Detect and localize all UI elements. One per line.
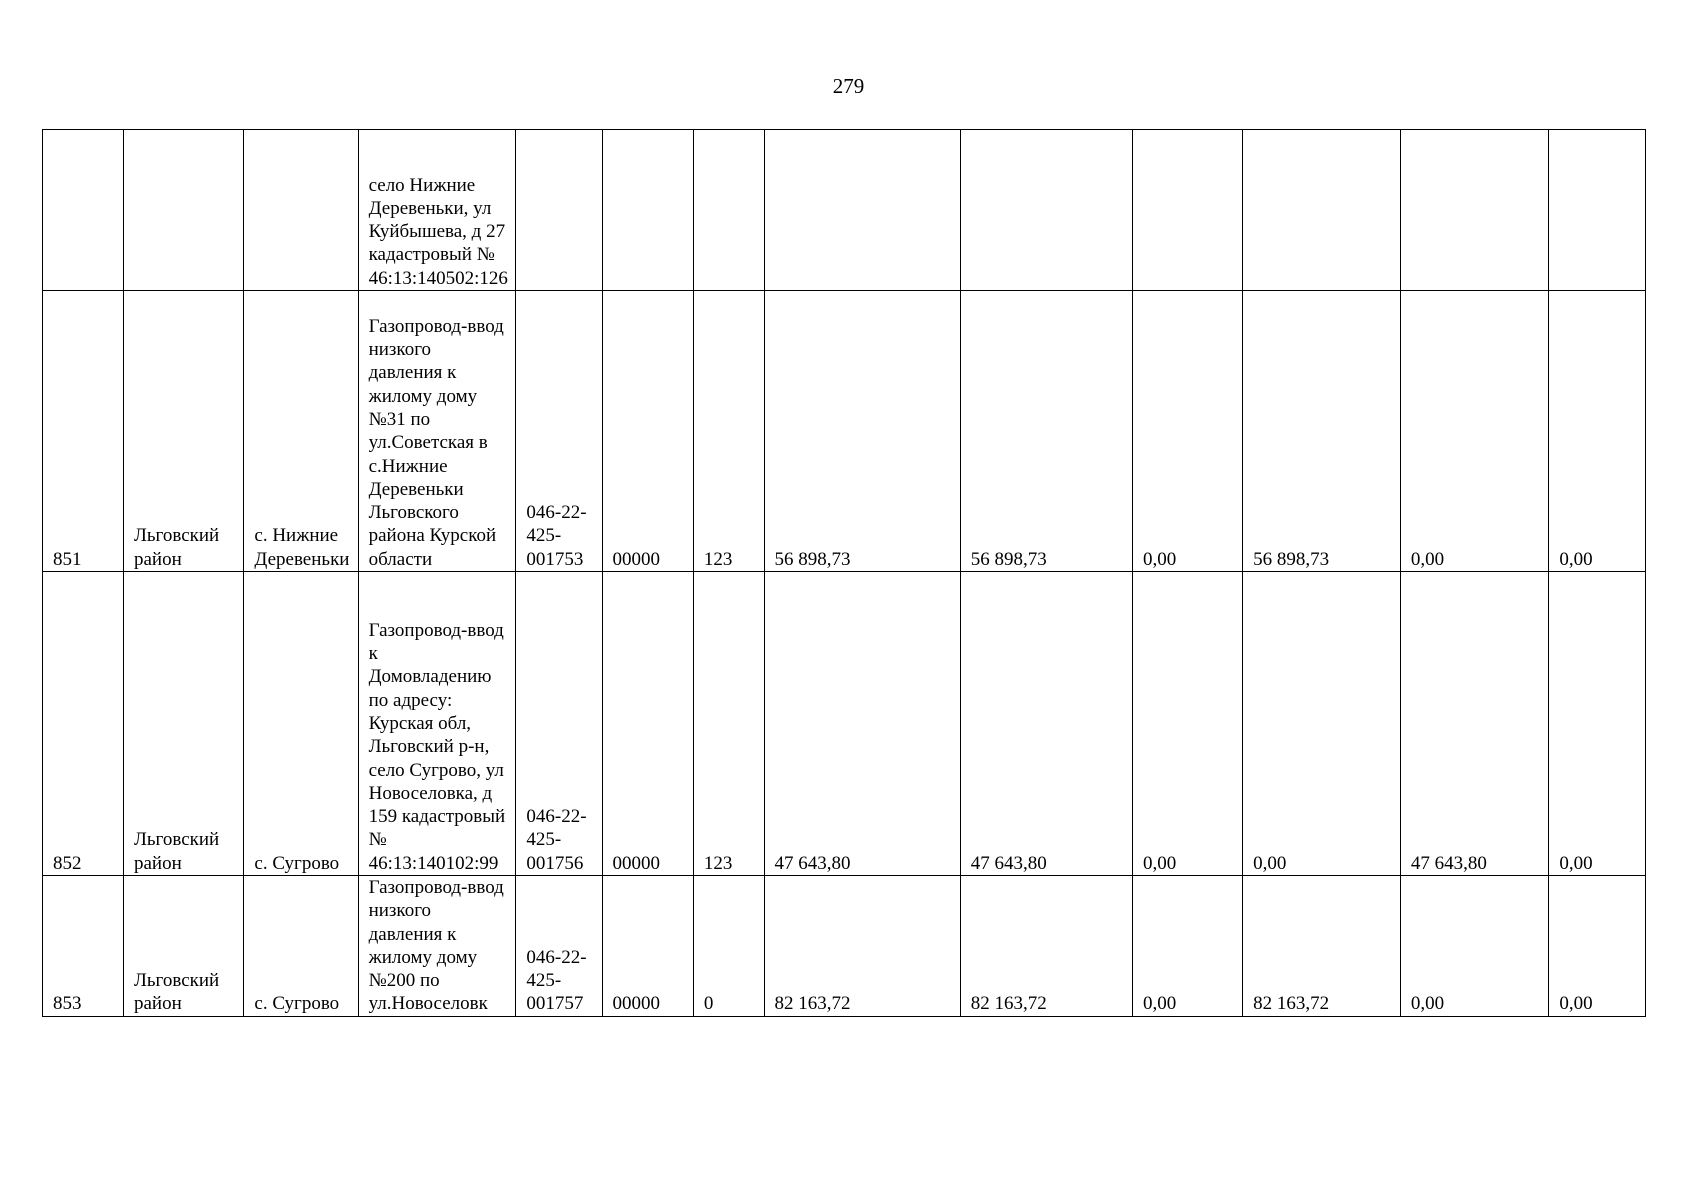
value-cell: 56 898,73 [960, 291, 1132, 572]
value-cell: 0,00 [1133, 876, 1243, 1017]
table-row [43, 291, 1646, 572]
inventory-code-cell: 046-22-425-001753 [516, 291, 602, 572]
value-cell: 0,00 [1549, 876, 1646, 1017]
value-cell: 82 163,72 [960, 876, 1132, 1017]
value-cell: 56 898,73 [1243, 291, 1401, 572]
row-number-cell [43, 130, 124, 291]
value-cell: 47 643,80 [960, 572, 1132, 876]
value-cell: 0,00 [1133, 291, 1243, 572]
code-cell: 00000 [602, 876, 693, 1017]
code-cell [602, 130, 693, 291]
inventory-code-cell: 046-22-425-001756 [516, 572, 602, 876]
code-cell: 00000 [602, 572, 693, 876]
table-row [43, 572, 1646, 876]
description-cell: Газопровод-ввод к Домовладению по адресу: Курская обл, Льговский р-н, село Сугрово, ул Новоселовка, д 159 кадастровый № 46:13:140102:99 [358, 572, 516, 876]
value-cell: 47 643,80 [764, 572, 960, 876]
table-row [43, 130, 1646, 291]
okof-cell: 0 [693, 876, 764, 1017]
value-cell [960, 130, 1132, 291]
value-cell: 0,00 [1243, 572, 1401, 876]
row-number-cell: 852 [43, 572, 124, 876]
description-cell: Газопровод-ввод низкого давления к жилому дому №31 по ул.Советская в с.Нижние Деревеньки Льговского района Курской области [358, 291, 516, 572]
value-cell: 0,00 [1133, 572, 1243, 876]
value-cell: 82 163,72 [764, 876, 960, 1017]
district-cell [123, 130, 243, 291]
inventory-code-cell: 046-22-425-001757 [516, 876, 602, 1017]
value-cell [764, 130, 960, 291]
inventory-code-cell [516, 130, 602, 291]
description-cell: Газопровод-ввод низкого давления к жилому дому №200 по ул.Новоселовк [358, 876, 516, 1017]
value-cell: 47 643,80 [1400, 572, 1548, 876]
row-number-cell: 851 [43, 291, 124, 572]
okof-cell: 123 [693, 291, 764, 572]
value-cell: 82 163,72 [1243, 876, 1401, 1017]
value-cell [1400, 130, 1548, 291]
value-cell: 56 898,73 [764, 291, 960, 572]
okof-cell: 123 [693, 572, 764, 876]
value-cell: 0,00 [1400, 291, 1548, 572]
page-number: 279 [832, 74, 865, 98]
value-cell [1133, 130, 1243, 291]
table-row [43, 876, 1646, 1017]
value-cell [1549, 130, 1646, 291]
value-cell: 0,00 [1549, 291, 1646, 572]
district-cell: Льговский район [123, 572, 243, 876]
value-cell: 0,00 [1549, 572, 1646, 876]
district-cell: Льговский район [123, 876, 243, 1017]
value-cell [1243, 130, 1401, 291]
locality-cell [244, 130, 358, 291]
value-cell: 0,00 [1400, 876, 1548, 1017]
district-cell: Льговский район [123, 291, 243, 572]
locality-cell: с. Нижние Деревеньки [244, 291, 358, 572]
code-cell: 00000 [602, 291, 693, 572]
description-cell: село Нижние Деревеньки, ул Куйбышева, д 27 кадастровый № 46:13:140502:126 [358, 130, 516, 291]
locality-cell: с. Сугрово [244, 876, 358, 1017]
property-registry-table [42, 129, 1646, 1017]
okof-cell [693, 130, 764, 291]
locality-cell: с. Сугрово [244, 572, 358, 876]
row-number-cell: 853 [43, 876, 124, 1017]
